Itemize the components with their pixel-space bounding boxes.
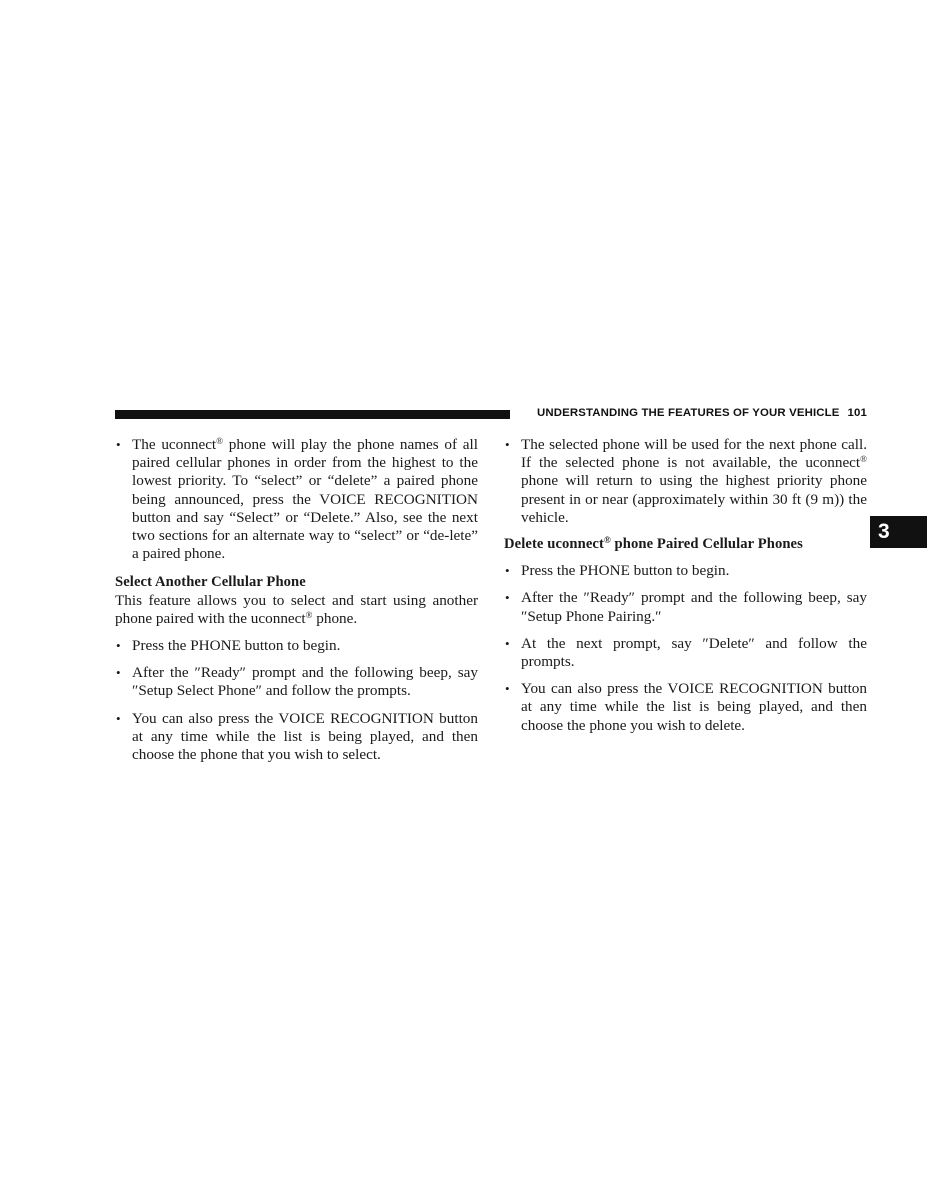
- list-item: • The selected phone will be used for the next phone call. If the selected phone is not available, the uconnect® phone will return to using the highest priority phone present in or near (approximately within 30 ft (9 m)) the vehicle.: [505, 436, 867, 526]
- list-item: • You can also press the VOICE RECOGNITION button at any time while the list is being played, and then choose the phone that you wish to select.: [116, 709, 478, 764]
- bullet-icon: •: [505, 563, 510, 579]
- header-rule: [115, 410, 510, 419]
- bullet-icon: •: [505, 590, 510, 606]
- chapter-tab: 3: [870, 516, 927, 548]
- running-header: [516, 407, 867, 419]
- page-number: 101: [847, 407, 867, 419]
- section-heading: Select Another Cellular Phone: [115, 574, 306, 591]
- list-item: • The uconnect® phone will play the phone names of all paired cellular phones in order from the highest to the lowest priority. To “select” or “delete” a paired phone being announced, press the VOICE RECOGNITION button and say “Select” or “Delete.” Also, see the next two sections for an alternate way to “select” or “de-lete” a paired phone.: [116, 436, 478, 563]
- list-item: • After the ″Ready″ prompt and the following beep, say ″Setup Phone Pairing.″: [505, 589, 867, 625]
- bullet-icon: •: [505, 681, 510, 697]
- bullet-icon: •: [116, 638, 121, 654]
- bullet-icon: •: [505, 437, 510, 452]
- right-column: [504, 436, 867, 744]
- section-heading: Delete uconnect® phone Paired Cellular Phones: [504, 535, 803, 553]
- list-item: • Press the PHONE button to begin.: [116, 637, 341, 655]
- list-item: • At the next prompt, say ″Delete″ and follow the prompts.: [505, 634, 867, 671]
- left-column: [115, 436, 478, 773]
- list-item: • You can also press the VOICE RECOGNITION button at any time while the list is being played, and then choose the phone you wish to delete.: [505, 680, 867, 734]
- section-title: UNDERSTANDING THE FEATURES OF YOUR VEHICLE: [537, 407, 840, 419]
- bullet-icon: •: [116, 665, 121, 681]
- bullet-icon: •: [116, 710, 121, 726]
- bullet-icon: •: [116, 437, 121, 452]
- list-item: • After the ″Ready″ prompt and the following beep, say ″Setup Select Phone″ and follow the prompts.: [116, 664, 478, 700]
- bullet-icon: •: [505, 635, 510, 651]
- list-item: • Press the PHONE button to begin.: [505, 562, 730, 580]
- paragraph: This feature allows you to select and start using another phone paired with the uconnect® phone.: [115, 591, 478, 627]
